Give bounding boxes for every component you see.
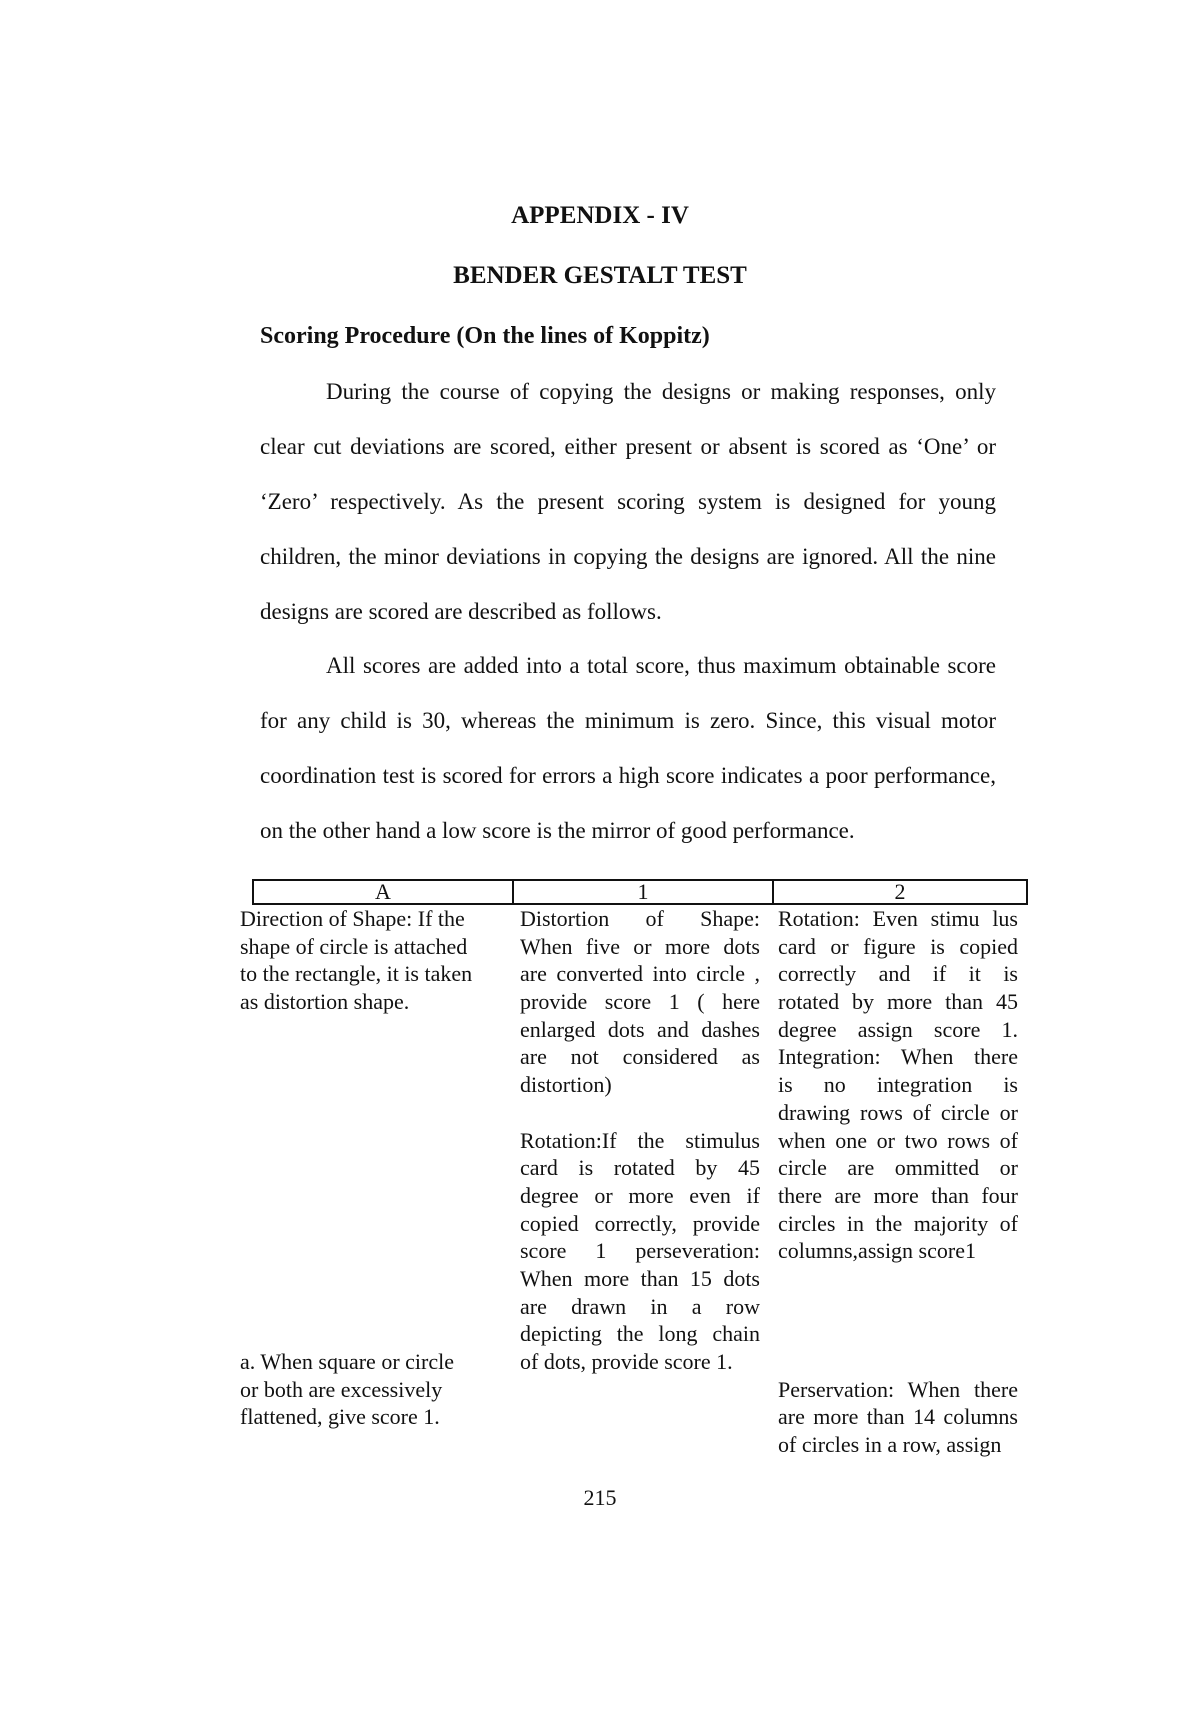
table-column-1 xyxy=(520,905,760,1376)
paragraph-line: ‘Zero’ respectively. As the present scoring system is designed for young xyxy=(260,489,996,514)
paragraph-line: coordination test is scored for errors a high score indicates a poor performance, xyxy=(260,763,996,788)
table-cell-line xyxy=(778,1293,1018,1321)
table-cell-line: card is rotated by 45 xyxy=(520,1155,760,1181)
table-cell-line: of circles in a row, assign xyxy=(778,1432,1002,1458)
paragraph-line: All scores are added into a total score, thus maximum obtainable score xyxy=(326,653,996,678)
table-cell-line: degree or more even if xyxy=(520,1182,760,1208)
table-cell-line: when one or two rows of xyxy=(778,1127,1018,1153)
table-cell-line xyxy=(240,1265,502,1293)
table-cell-line: a. When square or circle xyxy=(240,1349,454,1374)
table-cell-line xyxy=(778,1265,1018,1293)
table-cell-line: are more than 14 columns xyxy=(778,1404,1018,1430)
table-cell-line: is no integration is xyxy=(778,1072,1018,1098)
table-cell-line xyxy=(240,1320,502,1348)
table-cell-line xyxy=(778,1320,1018,1348)
table-cell-line: to the rectangle, it is taken xyxy=(240,961,473,987)
table-header-row xyxy=(252,879,1028,905)
paragraph-line: designs are scored are described as follows. xyxy=(260,599,662,624)
paragraph-line: During the course of copying the designs or making responses, only xyxy=(326,379,996,404)
table-cell-line: Integration: When there xyxy=(778,1044,1018,1070)
table-cell-line xyxy=(240,1043,502,1071)
page-number: 215 xyxy=(583,1485,617,1510)
table-cell-line: flattened, give score 1. xyxy=(240,1404,440,1430)
table-cell-line: When five or more dots xyxy=(520,933,760,959)
table-cell-line: Rotation: Even stimu lus xyxy=(778,906,1018,931)
table-cell-line: degree assign score 1. xyxy=(778,1016,1018,1042)
table-cell-line xyxy=(240,1237,502,1265)
table-cell-line: depicting the long chain xyxy=(520,1321,760,1347)
table-cell-line: card or figure is copied xyxy=(778,933,1018,959)
table-cell-line: score 1 perseveration: xyxy=(520,1238,760,1264)
table-cell-line: circle are ommitted or xyxy=(778,1155,1018,1181)
table-cell-line xyxy=(240,1127,502,1155)
table-header-cell: A xyxy=(254,881,514,903)
table-cell-line: are drawn in a row xyxy=(520,1293,760,1319)
table-cell-line xyxy=(240,1071,502,1099)
table-cell-line: Rotation:If the stimulus xyxy=(520,1127,760,1153)
table-cell-line: copied correctly, provide xyxy=(520,1210,760,1236)
table-cell-line: are converted into circle , xyxy=(520,961,760,987)
table-cell-line xyxy=(240,1210,502,1238)
table-cell-line: Distortion of Shape: xyxy=(520,906,760,931)
table-cell-line xyxy=(520,1099,760,1127)
table-column-a xyxy=(240,905,502,1431)
appendix-title: APPENDIX - IV xyxy=(511,202,689,229)
table-cell-line xyxy=(240,1293,502,1321)
paragraph-line: for any child is 30, whereas the minimum is zero. Since, this visual motor xyxy=(260,708,996,733)
table-cell-line: When more than 15 dots xyxy=(520,1265,760,1291)
table-cell-line: shape of circle is attached xyxy=(240,933,468,959)
table-cell-line: rotated by more than 45 xyxy=(778,989,1018,1015)
paragraph-line: clear cut deviations are scored, either present or absent is scored as ‘One’ or xyxy=(260,434,996,459)
table-cell-line xyxy=(240,1016,502,1044)
table-cell-line: enlarged dots and dashes xyxy=(520,1016,760,1042)
table-cell-line: there are more than four xyxy=(778,1182,1018,1208)
table-cell-line: or both are excessively xyxy=(240,1376,443,1402)
table-header-cell: 2 xyxy=(894,879,906,904)
table-cell-line xyxy=(240,1182,502,1210)
table-cell-line: of dots, provide score 1. xyxy=(520,1349,733,1374)
table-cell-line: correctly and if it is xyxy=(778,961,1018,987)
table-cell-line xyxy=(240,1099,502,1127)
table-column-2 xyxy=(778,905,1018,1459)
test-title: BENDER GESTALT TEST xyxy=(453,262,747,289)
table-cell-line: Perservation: When there xyxy=(778,1376,1018,1402)
table-cell-line xyxy=(240,1154,502,1182)
table-cell-line: drawing rows of circle or xyxy=(778,1099,1018,1125)
paragraph-line: children, the minor deviations in copying the designs are ignored. All the nine xyxy=(260,544,996,569)
table-cell-line: Direction of Shape: If the xyxy=(240,906,465,931)
table-cell-line: are not considered as xyxy=(520,1044,760,1070)
table-header-cell: 1 xyxy=(514,881,774,903)
table-cell-line xyxy=(778,1348,1018,1376)
section-heading: Scoring Procedure (On the lines of Koppitz) xyxy=(260,323,710,349)
table-cell-line: provide score 1 ( here xyxy=(520,989,760,1015)
table-cell-line: columns,assign score1 xyxy=(778,1238,976,1264)
table-cell-line: as distortion shape. xyxy=(240,989,410,1015)
paragraph-line: on the other hand a low score is the mirror of good performance. xyxy=(260,818,855,843)
table-cell-line: circles in the majority of xyxy=(778,1210,1018,1236)
table-cell-line: distortion) xyxy=(520,1072,612,1098)
